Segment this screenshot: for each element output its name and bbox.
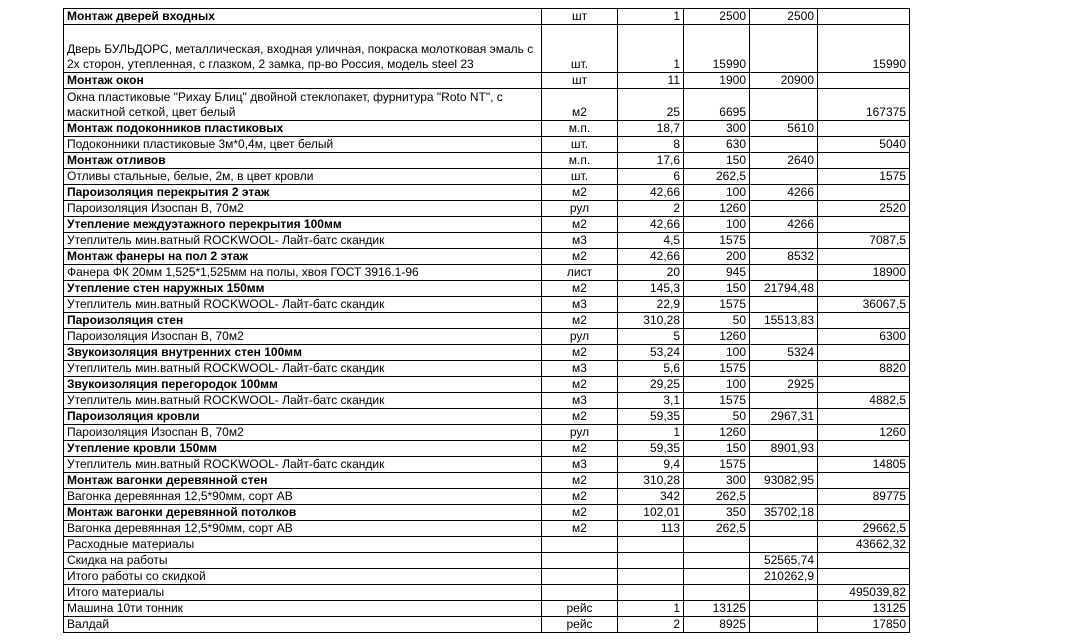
table-row — [64, 329, 910, 345]
table-row — [64, 361, 910, 377]
work-cost-cell — [750, 169, 818, 185]
material-cost-cell: 17850 — [818, 617, 910, 633]
material-cost-cell: 18900 — [818, 265, 910, 281]
quantity-cell: 17,6 — [618, 153, 684, 169]
price-cell — [684, 553, 750, 569]
work-cost-cell: 210262,9 — [750, 569, 818, 585]
price-cell: 50 — [684, 313, 750, 329]
item-name-cell: Окна пластиковые "Рихау Блиц" двойной стеклопакет, фурнитура "Roto NT", с маскитной сеткой, цвет белый — [64, 89, 542, 121]
item-name-cell: Вагонка деревянная 12,5*90мм, сорт АВ — [64, 489, 542, 505]
material-cost-cell: 36067,5 — [818, 297, 910, 313]
work-cost-cell — [750, 617, 818, 633]
table-row — [64, 601, 910, 617]
unit-cell: м2 — [542, 409, 618, 425]
material-cost-cell — [818, 505, 910, 521]
work-cost-cell — [750, 25, 818, 73]
table-row — [64, 233, 910, 249]
unit-cell: м2 — [542, 441, 618, 457]
unit-cell: рул — [542, 329, 618, 345]
item-name-cell: Монтаж подоконников пластиковых — [64, 121, 542, 137]
quantity-cell: 1 — [618, 25, 684, 73]
item-name-cell: Утепление кровли 150мм — [64, 441, 542, 457]
quantity-cell: 145,3 — [618, 281, 684, 297]
material-cost-cell: 8820 — [818, 361, 910, 377]
unit-cell: м3 — [542, 361, 618, 377]
quantity-cell: 1 — [618, 425, 684, 441]
material-cost-cell: 2520 — [818, 201, 910, 217]
unit-cell: м2 — [542, 489, 618, 505]
material-cost-cell: 13125 — [818, 601, 910, 617]
price-cell: 2500 — [684, 9, 750, 25]
material-cost-cell: 4882,5 — [818, 393, 910, 409]
table-row — [64, 393, 910, 409]
work-cost-cell: 15513,83 — [750, 313, 818, 329]
price-cell: 100 — [684, 345, 750, 361]
quantity-cell: 25 — [618, 89, 684, 121]
material-cost-cell: 167375 — [818, 89, 910, 121]
estimate-table — [63, 8, 910, 633]
item-name-cell: Расходные материалы — [64, 537, 542, 553]
table-row — [64, 345, 910, 361]
quantity-cell: 342 — [618, 489, 684, 505]
price-cell: 1260 — [684, 329, 750, 345]
work-cost-cell: 2925 — [750, 377, 818, 393]
material-cost-cell: 15990 — [818, 25, 910, 73]
material-cost-cell: 89775 — [818, 489, 910, 505]
quantity-cell — [618, 553, 684, 569]
quantity-cell: 310,28 — [618, 473, 684, 489]
work-cost-cell — [750, 201, 818, 217]
table-row — [64, 505, 910, 521]
quantity-cell: 5 — [618, 329, 684, 345]
item-name-cell: Утепление стен наружных 150мм — [64, 281, 542, 297]
price-cell: 262,5 — [684, 489, 750, 505]
price-cell: 262,5 — [684, 169, 750, 185]
price-cell: 1575 — [684, 233, 750, 249]
unit-cell: лист — [542, 265, 618, 281]
quantity-cell: 59,35 — [618, 441, 684, 457]
work-cost-cell — [750, 89, 818, 121]
material-cost-cell — [818, 553, 910, 569]
unit-cell: м2 — [542, 89, 618, 121]
unit-cell: м.п. — [542, 121, 618, 137]
quantity-cell: 9,4 — [618, 457, 684, 473]
table-row — [64, 153, 910, 169]
unit-cell: м2 — [542, 345, 618, 361]
item-name-cell: Монтаж окон — [64, 73, 542, 89]
unit-cell: м2 — [542, 217, 618, 233]
item-name-cell: Монтаж фанеры на пол 2 этаж — [64, 249, 542, 265]
item-name-cell: Монтаж дверей входных — [64, 9, 542, 25]
work-cost-cell: 93082,95 — [750, 473, 818, 489]
price-cell: 6695 — [684, 89, 750, 121]
table-row — [64, 473, 910, 489]
item-name-cell: Монтаж вагонки деревянной стен — [64, 473, 542, 489]
price-cell: 350 — [684, 505, 750, 521]
unit-cell: м2 — [542, 185, 618, 201]
price-cell: 1260 — [684, 425, 750, 441]
table-row — [64, 281, 910, 297]
item-name-cell: Утеплитель мин.ватный ROCKWOOL- Лайт-батс скандик — [64, 297, 542, 313]
price-cell: 50 — [684, 409, 750, 425]
item-name-cell: Валдай — [64, 617, 542, 633]
price-cell — [684, 585, 750, 601]
table-row — [64, 249, 910, 265]
work-cost-cell — [750, 297, 818, 313]
price-cell — [684, 569, 750, 585]
quantity-cell: 310,28 — [618, 313, 684, 329]
work-cost-cell: 20900 — [750, 73, 818, 89]
unit-cell — [542, 553, 618, 569]
item-name-cell: Вагонка деревянная 12,5*90мм, сорт АВ — [64, 521, 542, 537]
table-row — [64, 89, 910, 121]
price-cell: 100 — [684, 185, 750, 201]
price-cell: 262,5 — [684, 521, 750, 537]
table-row — [64, 201, 910, 217]
table-row — [64, 217, 910, 233]
quantity-cell: 102,01 — [618, 505, 684, 521]
item-name-cell: Утеплитель мин.ватный ROCKWOOL- Лайт-батс скандик — [64, 361, 542, 377]
material-cost-cell — [818, 345, 910, 361]
work-cost-cell: 8901,93 — [750, 441, 818, 457]
unit-cell: м3 — [542, 297, 618, 313]
work-cost-cell — [750, 601, 818, 617]
price-cell: 8925 — [684, 617, 750, 633]
price-cell: 1575 — [684, 457, 750, 473]
unit-cell — [542, 569, 618, 585]
table-row — [64, 137, 910, 153]
work-cost-cell: 2500 — [750, 9, 818, 25]
item-name-cell: Пароизоляция Изоспан В, 70м2 — [64, 425, 542, 441]
material-cost-cell — [818, 377, 910, 393]
item-name-cell: Монтаж отливов — [64, 153, 542, 169]
material-cost-cell — [818, 121, 910, 137]
price-cell: 13125 — [684, 601, 750, 617]
material-cost-cell — [818, 441, 910, 457]
unit-cell: шт. — [542, 137, 618, 153]
price-cell: 100 — [684, 377, 750, 393]
item-name-cell: Фанера ФК 20мм 1,525*1,525мм на полы, хвоя ГОСТ 3916.1-96 — [64, 265, 542, 281]
material-cost-cell — [818, 409, 910, 425]
work-cost-cell: 8532 — [750, 249, 818, 265]
price-cell: 150 — [684, 441, 750, 457]
table-row — [64, 313, 910, 329]
unit-cell — [542, 585, 618, 601]
table-row — [64, 265, 910, 281]
quantity-cell: 3,1 — [618, 393, 684, 409]
work-cost-cell: 4266 — [750, 185, 818, 201]
quantity-cell: 5,6 — [618, 361, 684, 377]
material-cost-cell: 1575 — [818, 169, 910, 185]
unit-cell: м2 — [542, 313, 618, 329]
item-name-cell: Отливы стальные, белые, 2м, в цвет кровли — [64, 169, 542, 185]
unit-cell: м2 — [542, 377, 618, 393]
quantity-cell: 2 — [618, 201, 684, 217]
material-cost-cell: 495039,82 — [818, 585, 910, 601]
quantity-cell: 42,66 — [618, 185, 684, 201]
price-cell: 150 — [684, 153, 750, 169]
quantity-cell: 1 — [618, 601, 684, 617]
work-cost-cell — [750, 393, 818, 409]
quantity-cell: 8 — [618, 137, 684, 153]
material-cost-cell — [818, 185, 910, 201]
work-cost-cell: 5324 — [750, 345, 818, 361]
table-row — [64, 73, 910, 89]
table-row — [64, 169, 910, 185]
unit-cell: м2 — [542, 505, 618, 521]
quantity-cell — [618, 585, 684, 601]
material-cost-cell — [818, 9, 910, 25]
material-cost-cell: 14805 — [818, 457, 910, 473]
material-cost-cell — [818, 281, 910, 297]
table-row — [64, 489, 910, 505]
quantity-cell: 113 — [618, 521, 684, 537]
table-row — [64, 425, 910, 441]
item-name-cell: Машина 10ти тонник — [64, 601, 542, 617]
material-cost-cell — [818, 217, 910, 233]
unit-cell: рейс — [542, 601, 618, 617]
unit-cell: шт — [542, 9, 618, 25]
unit-cell: м2 — [542, 521, 618, 537]
item-name-cell: Утеплитель мин.ватный ROCKWOOL- Лайт-батс скандик — [64, 233, 542, 249]
work-cost-cell — [750, 489, 818, 505]
item-name-cell: Дверь БУЛЬДОРС, металлическая, входная уличная, покраска молотковая эмаль с 2х сторон, утепленная, с глазком, 2 замка, пр-во Россия, модель steel 23 — [64, 25, 542, 73]
work-cost-cell — [750, 361, 818, 377]
quantity-cell: 2 — [618, 617, 684, 633]
price-cell: 100 — [684, 217, 750, 233]
quantity-cell: 29,25 — [618, 377, 684, 393]
item-name-cell: Утеплитель мин.ватный ROCKWOOL- Лайт-батс скандик — [64, 393, 542, 409]
quantity-cell — [618, 537, 684, 553]
quantity-cell: 53,24 — [618, 345, 684, 361]
material-cost-cell: 6300 — [818, 329, 910, 345]
item-name-cell: Монтаж вагонки деревянной потолков — [64, 505, 542, 521]
item-name-cell: Скидка на работы — [64, 553, 542, 569]
unit-cell: м3 — [542, 233, 618, 249]
work-cost-cell: 2640 — [750, 153, 818, 169]
item-name-cell: Пароизоляция стен — [64, 313, 542, 329]
quantity-cell — [618, 569, 684, 585]
material-cost-cell — [818, 473, 910, 489]
work-cost-cell — [750, 457, 818, 473]
quantity-cell: 20 — [618, 265, 684, 281]
quantity-cell: 11 — [618, 73, 684, 89]
item-name-cell: Итого работы со скидкой — [64, 569, 542, 585]
work-cost-cell: 2967,31 — [750, 409, 818, 425]
unit-cell: м3 — [542, 393, 618, 409]
table-row — [64, 553, 910, 569]
work-cost-cell — [750, 537, 818, 553]
table-row — [64, 9, 910, 25]
quantity-cell: 4,5 — [618, 233, 684, 249]
unit-cell: м.п. — [542, 153, 618, 169]
unit-cell: рул — [542, 425, 618, 441]
unit-cell: шт. — [542, 169, 618, 185]
estimate-sheet — [63, 8, 910, 633]
price-cell: 630 — [684, 137, 750, 153]
price-cell: 1575 — [684, 297, 750, 313]
price-cell — [684, 537, 750, 553]
quantity-cell: 59,35 — [618, 409, 684, 425]
material-cost-cell — [818, 249, 910, 265]
quantity-cell: 22,9 — [618, 297, 684, 313]
estimate-rows — [64, 9, 910, 633]
unit-cell: шт. — [542, 25, 618, 73]
item-name-cell: Пароизоляция кровли — [64, 409, 542, 425]
work-cost-cell: 5610 — [750, 121, 818, 137]
work-cost-cell: 35702,18 — [750, 505, 818, 521]
table-row — [64, 617, 910, 633]
unit-cell: шт — [542, 73, 618, 89]
price-cell: 15990 — [684, 25, 750, 73]
work-cost-cell — [750, 137, 818, 153]
table-row — [64, 25, 910, 73]
table-row — [64, 121, 910, 137]
unit-cell: м2 — [542, 281, 618, 297]
item-name-cell: Утеплитель мин.ватный ROCKWOOL- Лайт-батс скандик — [64, 457, 542, 473]
material-cost-cell — [818, 73, 910, 89]
price-cell: 945 — [684, 265, 750, 281]
material-cost-cell: 1260 — [818, 425, 910, 441]
price-cell: 1575 — [684, 393, 750, 409]
quantity-cell: 18,7 — [618, 121, 684, 137]
quantity-cell: 42,66 — [618, 249, 684, 265]
price-cell: 300 — [684, 121, 750, 137]
work-cost-cell — [750, 265, 818, 281]
work-cost-cell — [750, 585, 818, 601]
price-cell: 200 — [684, 249, 750, 265]
item-name-cell: Пароизоляция Изоспан В, 70м2 — [64, 201, 542, 217]
table-row — [64, 585, 910, 601]
work-cost-cell — [750, 233, 818, 249]
unit-cell — [542, 537, 618, 553]
price-cell: 150 — [684, 281, 750, 297]
material-cost-cell — [818, 153, 910, 169]
price-cell: 1900 — [684, 73, 750, 89]
work-cost-cell — [750, 521, 818, 537]
work-cost-cell: 52565,74 — [750, 553, 818, 569]
quantity-cell: 1 — [618, 9, 684, 25]
table-row — [64, 297, 910, 313]
item-name-cell: Утепление междуэтажного перекрытия 100мм — [64, 217, 542, 233]
material-cost-cell — [818, 569, 910, 585]
item-name-cell: Подоконники пластиковые 3м*0,4м, цвет белый — [64, 137, 542, 153]
work-cost-cell: 21794,48 — [750, 281, 818, 297]
table-row — [64, 521, 910, 537]
unit-cell: м3 — [542, 457, 618, 473]
material-cost-cell: 29662,5 — [818, 521, 910, 537]
unit-cell: рул — [542, 201, 618, 217]
quantity-cell: 42,66 — [618, 217, 684, 233]
material-cost-cell: 5040 — [818, 137, 910, 153]
material-cost-cell: 43662,32 — [818, 537, 910, 553]
unit-cell: м2 — [542, 249, 618, 265]
table-row — [64, 377, 910, 393]
material-cost-cell: 7087,5 — [818, 233, 910, 249]
table-row — [64, 441, 910, 457]
item-name-cell: Пароизоляция перекрытия 2 этаж — [64, 185, 542, 201]
item-name-cell: Итого материалы — [64, 585, 542, 601]
table-row — [64, 537, 910, 553]
item-name-cell: Пароизоляция Изоспан В, 70м2 — [64, 329, 542, 345]
price-cell: 1260 — [684, 201, 750, 217]
work-cost-cell — [750, 329, 818, 345]
unit-cell: рейс — [542, 617, 618, 633]
table-row — [64, 409, 910, 425]
table-row — [64, 457, 910, 473]
material-cost-cell — [818, 313, 910, 329]
work-cost-cell — [750, 425, 818, 441]
item-name-cell: Звукоизоляция перегородок 100мм — [64, 377, 542, 393]
table-row — [64, 569, 910, 585]
quantity-cell: 6 — [618, 169, 684, 185]
item-name-cell: Звукоизоляция внутренних стен 100мм — [64, 345, 542, 361]
price-cell: 300 — [684, 473, 750, 489]
price-cell: 1575 — [684, 361, 750, 377]
work-cost-cell: 4266 — [750, 217, 818, 233]
table-row — [64, 185, 910, 201]
unit-cell: м2 — [542, 473, 618, 489]
